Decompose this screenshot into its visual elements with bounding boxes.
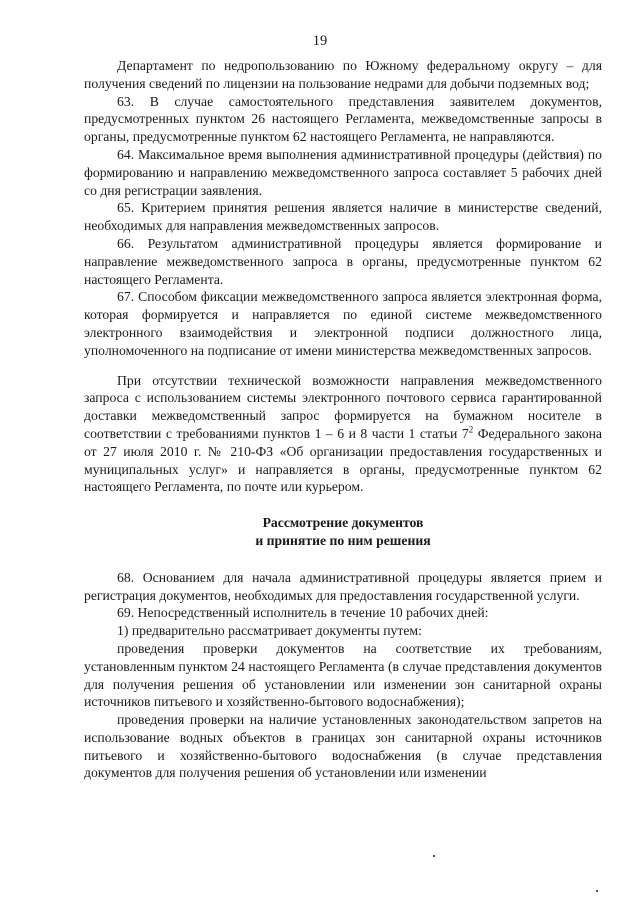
section-heading-line1: Рассмотрение документов [262,515,424,531]
paragraph-68: 68. Основанием для начала административной процедуры является прием и регистрация документов, необходимых для предоставления государственной услуги. [84,569,602,603]
paragraph-paper-request-part2: Федерального закона от 27 июля 2010 г. № 210-ФЗ «Об организации предоставления государственных и муниципальных услуг» и направляется в органы, предусмотренные пунктом 62 настоящего Регламента, по почте или курьером. [84,425,602,495]
scan-speck [433,855,435,857]
paragraph-69: 69. Непосредственный исполнитель в течение 10 рабочих дней: [117,605,489,621]
superscript-2: 2 [468,424,474,435]
page-number: 19 [312,33,328,49]
section-heading [84,514,602,550]
paragraph-66: 66. Результатом административной процедуры является формирование и направление межведомственного запроса в органы, предусмотренные пунктом 62 настоящего Регламента. [84,235,602,287]
section-heading-line2: и принятие по ним решения [255,532,431,548]
paragraph-67: 67. Способом фиксации межведомственного запроса является электронная форма, которая формируется и направляется по единой системе межведомственного электронного взаимодействия и электронной подписи должностного лица, уполномоченного на подписание от имени министерства межведомственных запросов. [84,289,602,358]
paragraph-63: 63. В случае самостоятельного представления заявителем документов, предусмотренных пунктом 26 настоящего Регламента, межведомственные запросы в органы, предусмотренные пунктом 62 настоящего Регламента, не направляются. [84,93,602,145]
paragraph-paper-request-part1: При отсутствии технической возможности направления межведомственного запроса с использованием системы электронного почтового сервиса гарантированной доставки межведомственный запрос формируется на бумажном носителе в соответствии с требованиями пунктов 1 – 6 и 8 части 1 статьи 7 [84,372,602,441]
list-item-1: 1) предварительно рассматривает документы путем: [117,623,422,639]
list-subitem-prohibition-check: проведения проверки на наличие установленных законодательством запретов на использование водных объектов в границах зон санитарной охраны источников питьевого и хозяйственно-бытового водоснабжения (в случае представления документов для получения решения об установлении или изменении [84,712,602,781]
paragraph-paper-request [84,372,602,497]
document-body [84,57,602,782]
paragraph-64: 64. Максимальное время выполнения административной процедуры (действия) по формированию и направлению межведомственного запроса составляет 5 рабочих дней со дня регистрации заявления. [84,146,602,198]
paragraph-gap [84,360,602,372]
paragraph-65: 65. Критерием принятия решения является наличие в министерстве сведений, необходимых для направления межведомственных запросов. [84,200,602,234]
paragraph-department: Департамент по недропользованию по Южному федеральному округу – для получения сведений по лицензии на пользование недрами для добычи подземных вод; [84,58,602,91]
scan-speck [596,890,598,892]
list-subitem-document-check: проведения проверки документов на соответствие их требованиям, установленным пунктом 24 настоящего Регламента (в случае представления документов для получения решения об установлении или изменении зон санитарной охраны источников питьевого и хозяйственно-бытового водоснабжения); [84,640,602,710]
